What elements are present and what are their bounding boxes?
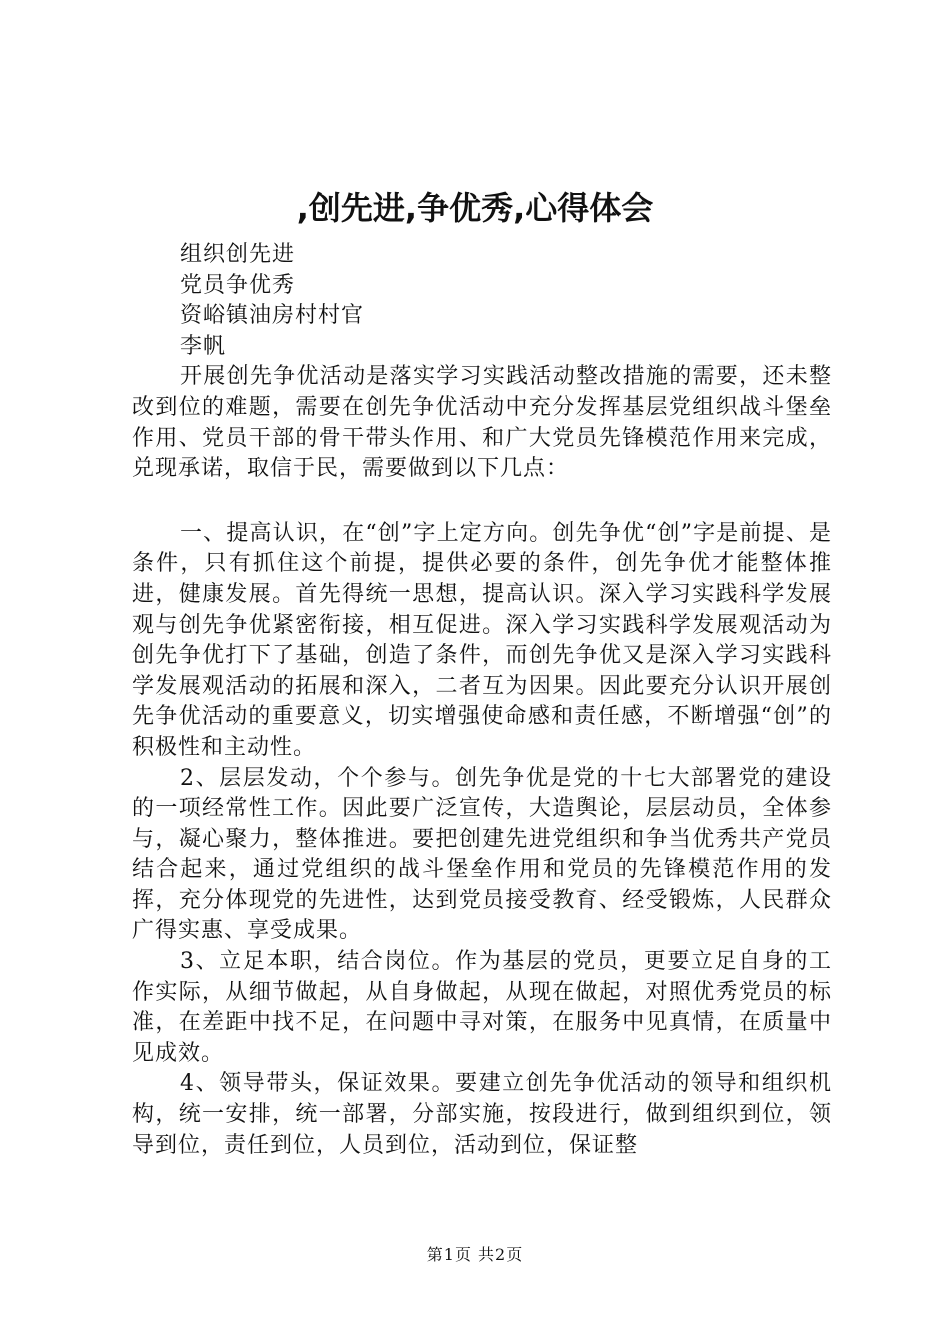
organization-line: 组织创先进 [180, 242, 296, 267]
paragraph-4: 4、领导带头，保证效果。要建立创先争优活动的领导和组织机构，统一安排，统一部署，分部实施，按段进行，做到组织到位，领导到位，责任到位，人员到位，活动到位，保证整 [132, 1071, 832, 1158]
member-line: 党员争优秀 [180, 272, 296, 298]
page-number: 第1页 共2页 [426, 1245, 524, 1264]
document-title: ,创先进,争优秀,心得体会 [296, 189, 654, 227]
paragraph-3: 3、立足本职，结合岗位。作为基层的党员，更要立足自身的工作实际，从细节做起，从自身做起，从现在做起，对照优秀党员的标准，在差距中找不足，在问题中寻对策，在服务中见真情，在质量中见成效。 [132, 949, 832, 1066]
paragraph-1: 一、提高认识，在“创”字上定方向。创先争优“创”字是前提、是条件，只有抓住这个前提，提供必要的条件，创先争优才能整体推进，健康发展。首先得统一思想，提高认识。深入学习实践科学发展观与创先争优紧密衔接，相互促进。深入学习实践科学发展观活动为创先争优打下了基础，创造了条件，而创先争优又是深入学习实践科学发展观活动的拓展和深入，二者互为因果。因此要充分认识开展创先争优活动的重要意义，切实增强使命感和责任感，不断增强“创”的积极性和主动性。 [132, 520, 832, 760]
author-name: 李帆 [180, 333, 227, 359]
paragraph-2: 2、层层发动，个个参与。创先争优是党的十七大部署党的建设的一项经常性工作。因此要广泛宣传，大造舆论，层层动员，全体参与，凝心聚力，整体推进。要把创建先进党组织和争当优秀共产党员结合起来，通过党组织的战斗堡垒作用和党员的先锋模范作用的发挥，充分体现党的先进性，达到党员接受教育、经受锻炼，人民群众广得实惠、享受成果。 [132, 765, 832, 944]
intro-paragraph: 开展创先争优活动是落实学习实践活动整改措施的需要，还未整改到位的难题，需要在创先争优活动中充分发挥基层党组织战斗堡垒作用、党员干部的骨干带头作用、和广大党员先锋模范作用来完成，兑现承诺，取信于民，需要做到以下几点： [132, 364, 832, 482]
document-body [132, 240, 832, 1161]
author-position: 资峪镇油房村村官 [180, 303, 365, 329]
paragraph-spacer [132, 485, 832, 519]
